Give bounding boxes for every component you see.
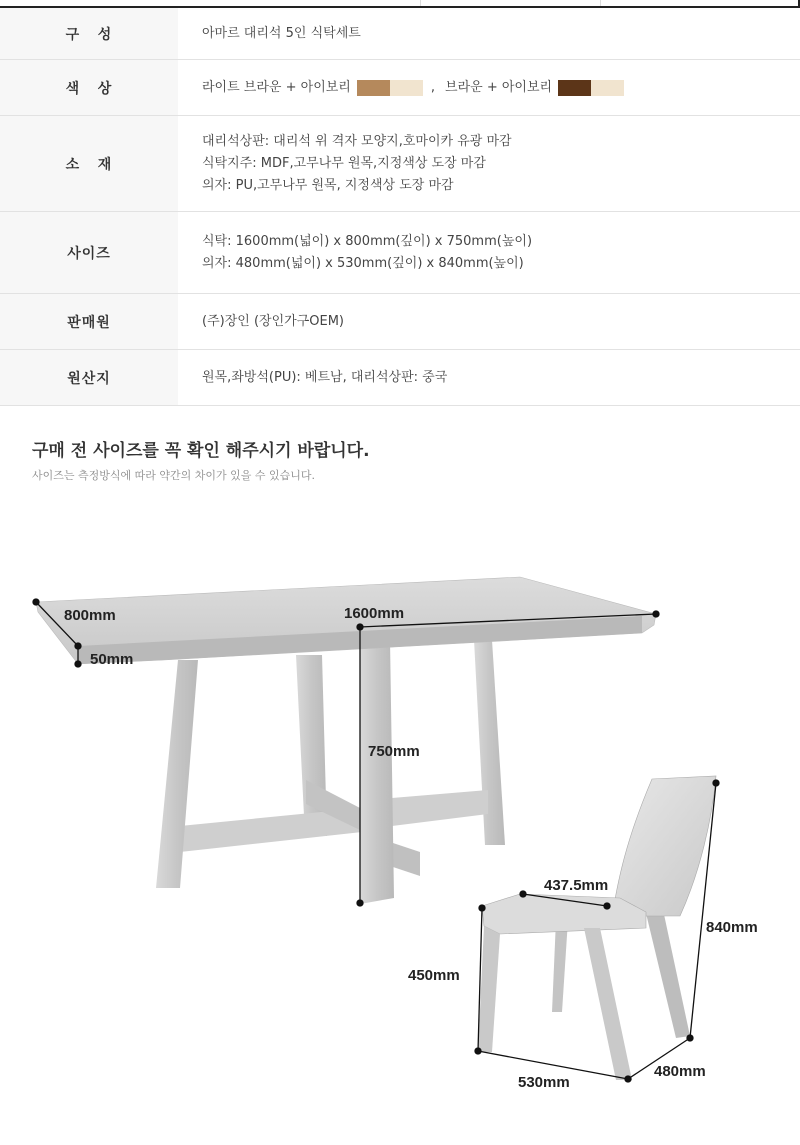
label-table-height: 750mm	[368, 743, 420, 760]
label-seat-height: 450mm	[408, 967, 460, 984]
chair-leg	[644, 905, 690, 1038]
notice-title: 구매 전 사이즈를 꼭 확인 해주시기 바랍니다.	[32, 441, 370, 461]
color-option-text: 브라운 + 아이보리	[445, 79, 553, 95]
label-chair-height: 840mm	[706, 919, 758, 936]
spec-line: 식탁: 1600mm(넓이) x 800mm(깊이) x 750mm(높이)	[202, 233, 533, 249]
spec-line: 의자: 480mm(넓이) x 530mm(깊이) x 840mm(높이)	[202, 255, 524, 271]
table-stretcher	[392, 790, 488, 826]
chair-backrest	[612, 776, 716, 916]
label-chair-width: 480mm	[654, 1063, 706, 1080]
table-leg	[360, 640, 394, 904]
spec-row-size	[0, 212, 800, 294]
notice-subtitle: 사이즈는 측정방식에 따라 약간의 차이가 있을 수 있습니다.	[32, 469, 315, 482]
spec-line: 식탁지주: MDF,고무나무 원목,지정색상 도장 마감	[202, 155, 486, 171]
spec-row-composition	[0, 8, 800, 60]
spec-label: 사이즈	[0, 212, 178, 293]
spec-label: 원산지	[0, 350, 178, 405]
spec-label: 소 재	[0, 116, 178, 211]
table-leg	[156, 660, 198, 888]
chair-leg	[584, 928, 632, 1080]
label-table-depth: 800mm	[64, 607, 116, 624]
label-table-width: 1600mm	[344, 605, 405, 622]
label-top-thickness: 50mm	[90, 651, 134, 668]
color-swatch-brown-ivory	[558, 80, 624, 96]
spec-value: 아마르 대리석 5인 식탁세트	[202, 25, 361, 41]
table-illustration	[36, 577, 656, 904]
size-notice	[32, 436, 370, 483]
spec-label: 구 성	[0, 8, 178, 59]
spec-line: 의자: PU,고무나무 원목, 지정색상 도장 마감	[202, 177, 454, 193]
spec-value: 원목,좌방석(PU): 베트남, 대리석상판: 중국	[202, 369, 448, 385]
color-separator: ,	[430, 79, 436, 95]
label-chair-depth: 530mm	[518, 1074, 570, 1091]
chair-leg	[552, 920, 568, 1012]
spec-row-seller	[0, 294, 800, 350]
chair-illustration	[478, 776, 716, 1080]
spec-value: (주)장인 (장인가구OEM)	[202, 313, 344, 329]
spec-table	[0, 6, 800, 406]
spec-label: 판매원	[0, 294, 178, 349]
spec-label: 색 상	[0, 60, 178, 115]
spec-row-origin	[0, 350, 800, 406]
spec-row-material	[0, 116, 800, 212]
spec-line: 대리석상판: 대리석 위 격자 모양지,호마이카 유광 마감	[202, 133, 512, 149]
spec-row-color	[0, 60, 800, 116]
dimension-drawing	[0, 500, 800, 1120]
color-option-text: 라이트 브라운 + 아이보리	[202, 79, 351, 95]
label-seat-width: 437.5mm	[544, 877, 609, 894]
color-options	[202, 77, 800, 99]
color-swatch-light-brown-ivory	[357, 80, 423, 96]
